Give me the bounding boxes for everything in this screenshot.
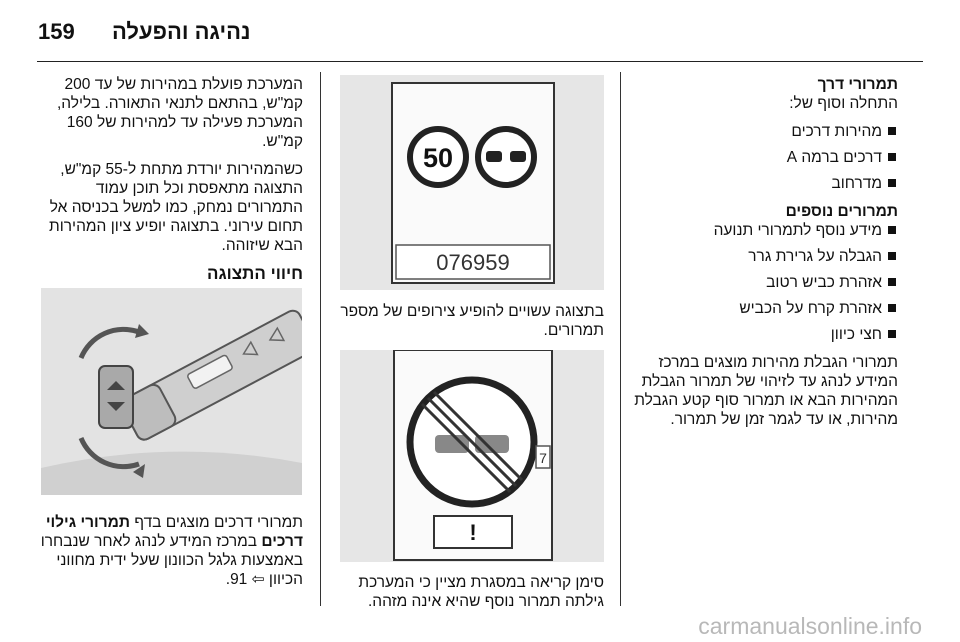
sign-combination-figure	[340, 75, 604, 290]
steering-stalk-illustration	[41, 288, 302, 495]
unrecognized-sign-figure	[340, 350, 604, 562]
list-item: מהירות דרכים	[632, 122, 898, 141]
road-signs-heading: תמרורי דרך	[817, 76, 898, 93]
road-signs-subheading: התחלה וסוף של:	[789, 95, 898, 112]
right-column	[632, 75, 898, 438]
page-number: 159	[38, 19, 75, 44]
list-item: מדרחוב	[632, 174, 898, 193]
left-column	[37, 75, 303, 297]
caption-bold-3: דרכים	[261, 533, 303, 550]
caption-text-2: במרכז המידע לנהג לאחר שנבחרו באמצעות גלגל הכוונון שעל ידית מחווני הכיוון	[40, 533, 303, 588]
page-header	[0, 0, 960, 60]
list-item: חצי כיוון	[632, 325, 898, 344]
reset-paragraph: כשהמהירות יורדת מתחת ל-55 קמ"ש, התצוגה מתאפסת וכל תוכן עמוד התמרורים נמחק, כמו למשל בכניסה אל תחום עירוני. בתצוגה יופיע ציון המהירות הבא שיזוהה.	[49, 161, 303, 254]
road-signs-list	[632, 122, 898, 193]
arrow-reference-icon: ⇦	[251, 571, 265, 588]
list-item: מידע נוסף לתמרורי תנועה	[632, 221, 898, 240]
exclamation-mark: !	[469, 520, 477, 545]
watermark: carmanualsonline.info	[698, 613, 922, 639]
unrecognized-sign-caption: סימן קריאה במסגרת מציין כי המערכת גילתה תמרור נוסף שהיא אינה מזהה.	[358, 574, 604, 610]
caption-bold-2: גילוי	[45, 514, 77, 531]
caption-text-3: 91.	[225, 571, 252, 588]
speed-limit-value: 50	[422, 143, 454, 173]
caption-text-1: תמרורי דרכים מוצגים בדף	[130, 514, 303, 531]
list-item: אזהרת קרח על הכביש	[632, 299, 898, 318]
turn-signal-lever-icon	[41, 288, 302, 495]
sign-number-label: 7	[539, 450, 547, 466]
page-footer	[0, 602, 960, 642]
list-item: אזהרת כביש רטוב	[632, 273, 898, 292]
section-title: חיווי התצוגה	[207, 264, 303, 283]
list-item: הגבלה על גרירת גרר	[632, 247, 898, 266]
column-divider-left	[320, 72, 321, 606]
sign-combination-caption: בתצוגה עשויים להופיע צירופים של מספר תמרורים.	[340, 303, 604, 339]
figure-caption	[37, 513, 303, 598]
header-rule	[37, 61, 923, 62]
list-item: דרכים ברמה A	[632, 148, 898, 167]
chapter-title: נהיגה והפעלה	[112, 19, 251, 44]
additional-signs-list	[632, 221, 898, 344]
additional-signs-heading: תמרורים נוספים	[785, 203, 898, 220]
column-divider-right	[620, 72, 621, 606]
speed-signs-paragraph: תמרורי הגבלת מהירות מוצגים במרכז המידע לנהג עד לזיהוי של תמרור הגבלת המהירות הבא או תמרור סוף קטע הגבלת מהירות, או עד לגמר זמן של תמרור.	[634, 354, 898, 428]
caption-bold-1: תמרורי	[80, 514, 131, 531]
sign-plate-number: 076959	[436, 250, 510, 275]
speed-range-paragraph: המערכת פועלת במהירות של עד 200 קמ"ש, בהתאם לתנאי התאורה. בלילה, המערכת פעילה עד למהירות של 160 קמ"ש.	[56, 76, 303, 150]
